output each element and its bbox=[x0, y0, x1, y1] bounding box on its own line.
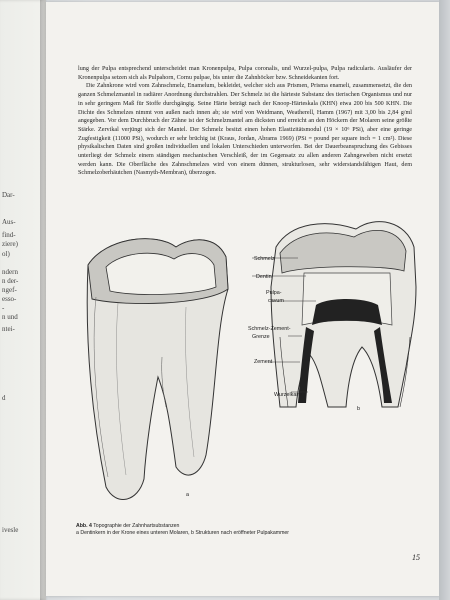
fragment: esso- bbox=[2, 295, 17, 303]
fragment: d bbox=[2, 394, 6, 402]
fragment: - bbox=[2, 304, 5, 312]
label-wurzelkanal: Wurzelkanal bbox=[274, 392, 304, 398]
fragment: ntei- bbox=[2, 325, 15, 333]
fragment: find- bbox=[2, 231, 16, 239]
caption-title: Topographie der Zahnhartsubstanzen bbox=[93, 523, 180, 529]
caption-number: Abb. 4 bbox=[76, 523, 92, 529]
fragment: n der- bbox=[2, 277, 19, 285]
book-page bbox=[46, 2, 439, 596]
figure-caption bbox=[76, 523, 416, 537]
figure-b bbox=[271, 222, 416, 407]
fragment: ol) bbox=[2, 250, 10, 258]
label-zement: Zement bbox=[254, 359, 273, 365]
label-schmelz: Schmelz bbox=[254, 256, 275, 262]
fragment: n und bbox=[2, 313, 18, 321]
label-b: b bbox=[357, 406, 360, 412]
label-schmelz-zement-grenze-line2: Grenze bbox=[252, 334, 270, 340]
paragraph: Die Zahnkrone wird vom Zahnschmelz, Enamelum, bekleidet, welcher sich aus Prismen, Prisma enameli, zusammensetzt, die den ganzen Schmelzmantel in radiärer Anordnung durchstrahlen. Der Schmelz ist die härteste Substanz des tierischen Organismus und nur in sehr geringem Maß für Stoffe durchgängig. Seine Härte beträgt nach der Knoop-Härteskala (KHN) etwa 200 bis 500 KHN. Die Dichte des Schmelzes nimmt von außen nach innen ab; sie wird von Weidmann, Weatherell, Hamm (1967) mit 3,00 bis 2,84 g/ml angegeben. Vor dem Durchbruch der Zähne ist der Schmelzmantel am dicksten und erreicht an den Höckern der Molaren seine größte Stärke. Zervikal verjüngt sich der Mantel. Der Schmelz besitzt einen hohen Elastizitätsmodul (19 × 10⁶ PSi), aber eine geringe Zugfestigkeit (11000 PSi), wodurch er sehr brüchig ist (Kraus, Jordan, Abrams 1969) (PSi = pound per square inch = 1 cm²). Diese physikalischen Daten sind großen individuellen und lokalen Unterschieden unterworfen. Bei der Dauerbeanspruchung des Gebisses unterliegt der Schmelz einem ständigen mechanischen Verschleiß, der im Gegensatz zu allen anderen Zahngeweben nicht ersetzt werden kann. Die Oberfläche des Zahnschmelzes wird von einem dünnen, strukturlosen, sehr widerstandsfähigen Haut, dem Schmelzoberhäutchen (Nasmyth-Membran), überzogen. bbox=[78, 83, 412, 177]
page-edge-right bbox=[439, 0, 450, 600]
fragment: ngef- bbox=[2, 286, 17, 294]
fragment: ndern bbox=[2, 268, 18, 276]
label-a: a bbox=[186, 492, 189, 498]
fragment: Aus- bbox=[2, 218, 16, 226]
fragment: Dar- bbox=[2, 191, 15, 199]
page-number: 15 bbox=[412, 553, 420, 562]
paragraph: lung der Pulpa entsprechend unterscheidet man Kronenpulpa, Pulpa coronalis, und Wurzel-pulpa, Pulpa radicularis. Ausläufer der Kronenpulpa setzen sich als Pulpahorn, Cornu pulpae, bis unter die Zahnhöcker bzw. Schneidekanten fort. bbox=[78, 66, 412, 81]
caption-detail: a Dentinkern in der Krone eines unteren Molaren, b Strukturen nach eröffneter Pulpakammer bbox=[76, 530, 289, 536]
figure-a bbox=[87, 239, 228, 500]
label-cavum: cavum bbox=[268, 298, 284, 304]
fragment: ziere) bbox=[2, 240, 18, 248]
body-text bbox=[78, 65, 412, 178]
tooth-illustration bbox=[66, 207, 426, 517]
label-pulpa: Pulpa- bbox=[266, 290, 282, 296]
label-dentin: Dentin bbox=[256, 274, 272, 280]
label-schmelz-zement-grenze-line1: Schmelz-Zement- bbox=[248, 326, 291, 332]
tooth-figure bbox=[66, 207, 426, 517]
fragment: ivesle bbox=[2, 526, 19, 534]
